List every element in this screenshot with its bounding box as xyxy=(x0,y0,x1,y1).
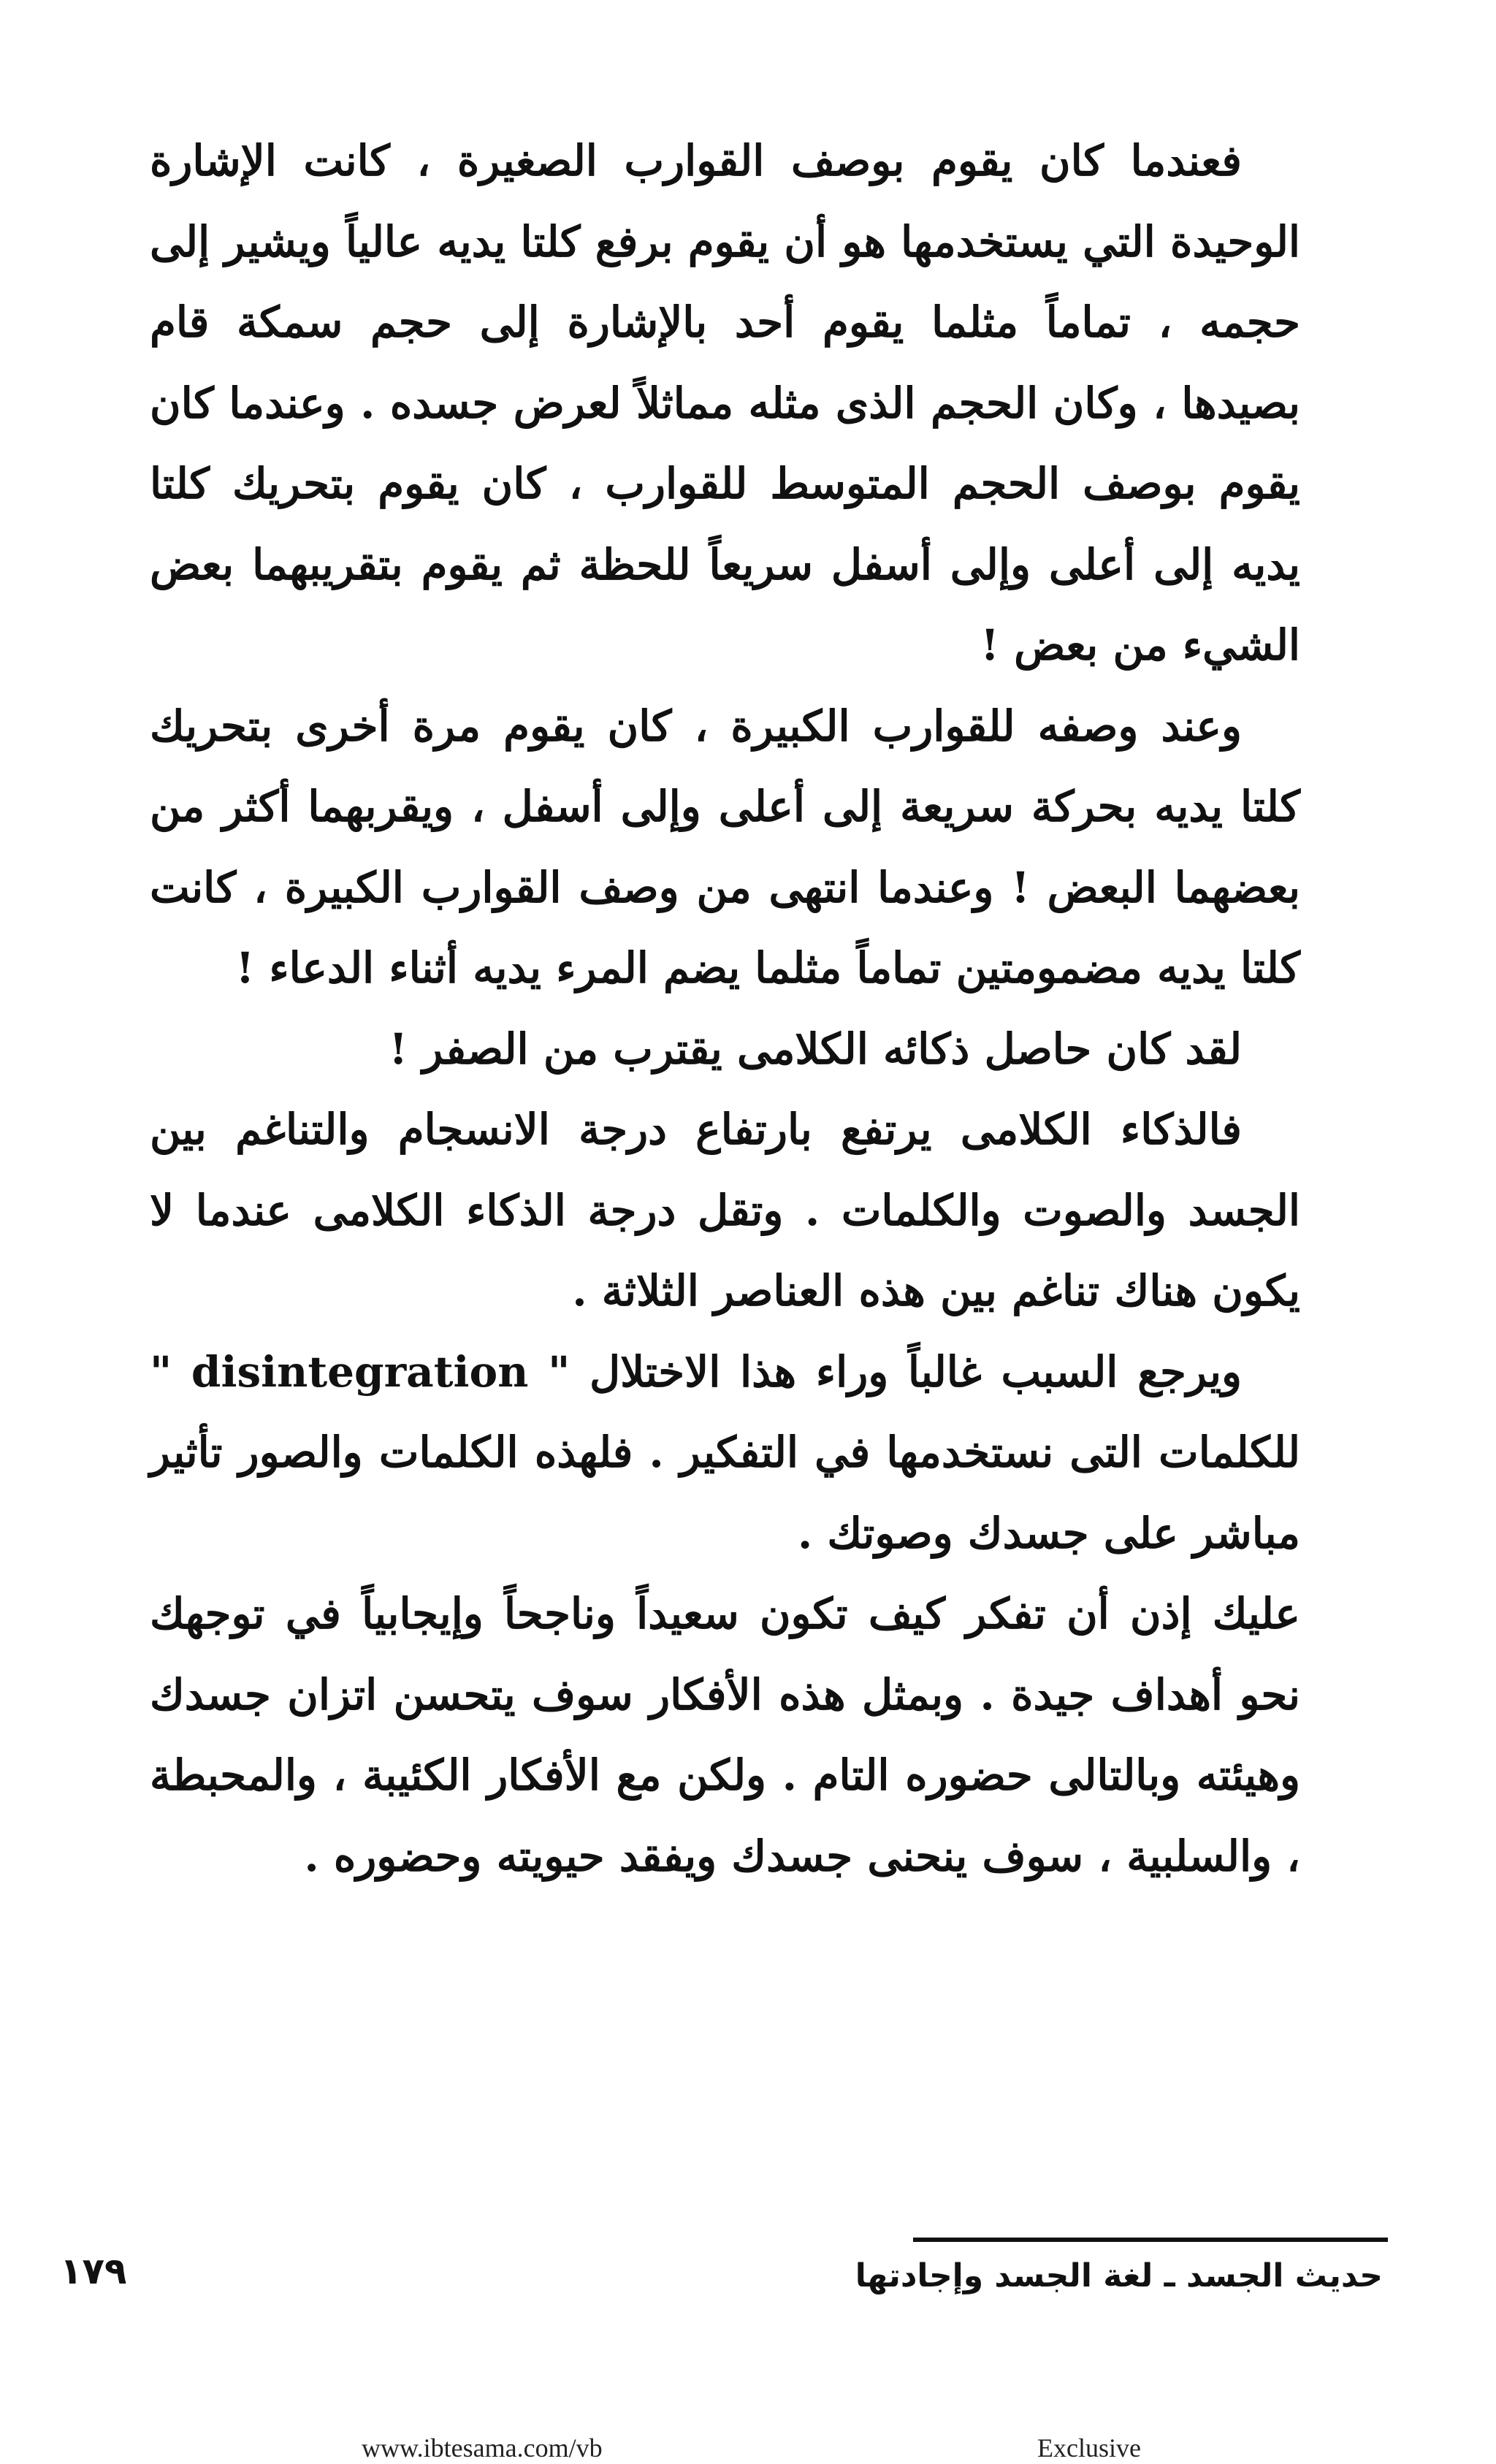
paragraph-positive-thinking: عليك إذن أن تفكر كيف تكون سعيداً وناجحاً وإيجابياً في توجهك نحو أهداف جيدة . وبمثل هذه الأفكار سوف يتحسن اتزان جسدك وهيئته وبالتالى حضوره التام . ولكن مع الأفكار الكئيبة ، والمحبطة ، والسلبية ، سوف ينحنى جسدك ويفقد حيويته وحضوره . xyxy=(150,1589,1300,1881)
paragraph-harmony: فالذكاء الكلامى يرتفع بارتفاع درجة الانسجام والتناغم بين الجسد والصوت والكلمات . وتقل درجة الذكاء الكلامى عندما لا يكون هناك تناغم بين هذه العناصر الثلاثة . xyxy=(150,1105,1300,1316)
footer-divider xyxy=(913,2238,1388,2242)
paragraph-verbal-intelligence: لقد كان حاصل ذكائه الكلامى يقترب من الصفر ! xyxy=(389,1023,1242,1074)
paragraph-large-boats: وعند وصفه للقوارب الكبيرة ، كان يقوم مرة أخرى بتحريك كلتا يديه بحركة سريعة إلى أعلى وإلى أسفل ، ويقربهما أكثر من بعضهما البعض ! وعندما انتهى من وصف القوارب الكبيرة ، كانت كلتا يديه مضمومتين تماماً مثلما يضم المرء يديه أثناء الدعاء ! xyxy=(150,701,1300,993)
paragraph-small-boats: فعندما كان يقوم بوصف القوارب الصغيرة ، كانت الإشارة الوحيدة التي يستخدمها هو أن يقوم برفع كلتا يديه عالياً ويشير إلى حجمه ، تماماً مثلما يقوم أحد بالإشارة إلى حجم سمكة قام بصيدها ، وكان الحجم الذى مثله مماثلاً لعرض جسده . وعندما كان يقوم بوصف الحجم المتوسط للقوارب ، كان يقوم بتحريك كلتا يديه إلى أعلى وإلى أسفل سريعاً للحظة ثم يقوم بتقريبهما بعض الشيء من بعض ! xyxy=(150,136,1301,670)
page-number: ١٧٩ xyxy=(60,2250,127,2292)
watermark-label: Exclusive xyxy=(1037,2433,1141,2463)
body-text xyxy=(150,121,1300,1896)
watermark-url: www.ibtesama.com/vb xyxy=(362,2433,603,2463)
paragraph-disintegration: ويرجع السبب غالباً وراء هذا الاختلال " disintegration " للكلمات التى نستخدمها في التفكير . فلهذه الكلمات والصور تأثير مباشر على جسدك وصوتك . xyxy=(150,1346,1300,1558)
running-footer-title: حديث الجسد ـ لغة الجسد وإجادتها xyxy=(855,2257,1383,2295)
